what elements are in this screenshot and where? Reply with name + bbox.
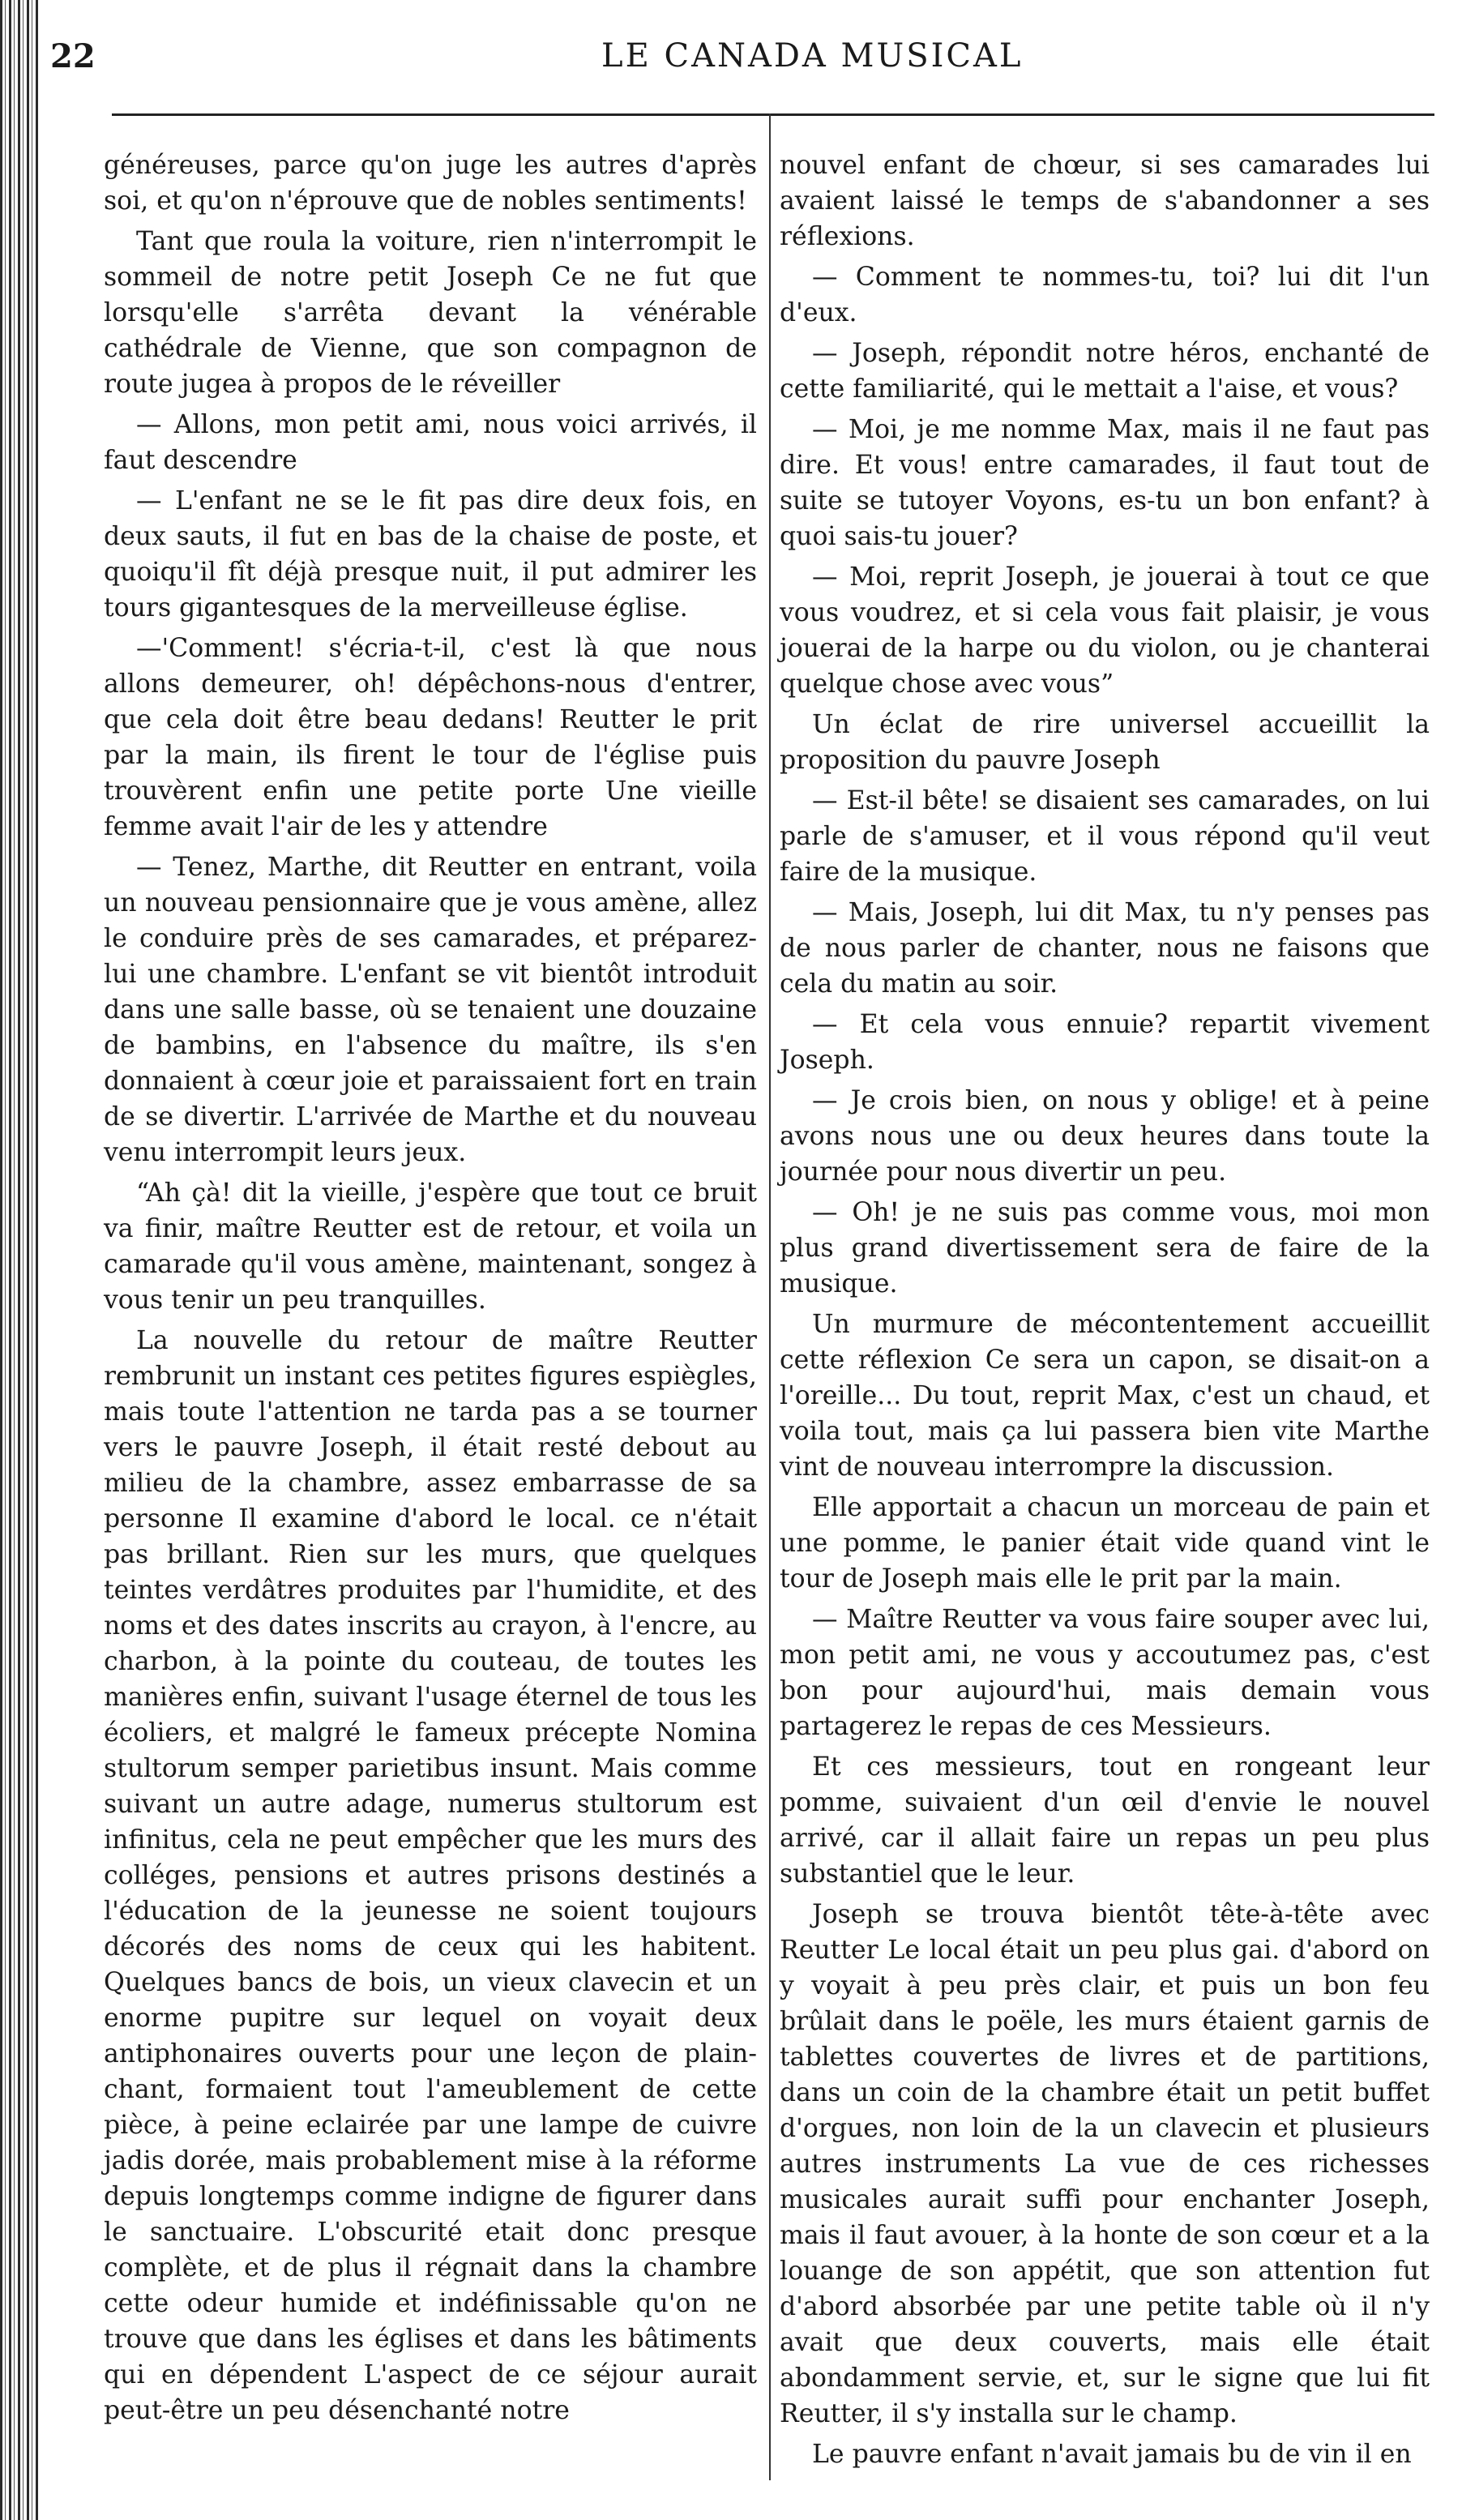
paragraph: nouvel enfant de chœur, si ses camarades lui avaient laissé le temps de s'abandonner a ses réflexions.	[780, 151, 1430, 251]
paragraph: — Mais, Joseph, lui dit Max, tu n'y penses pas de nous parler de chanter, nous ne faisons que cela du matin au soir.	[780, 898, 1430, 999]
right-column	[780, 148, 1430, 2477]
left-column	[104, 148, 757, 2433]
paragraph: généreuses, parce qu'on juge les autres d'après soi, et qu'on n'éprouve que de nobles sentiments!	[104, 151, 757, 216]
paragraph: Tant que roula la voiture, rien n'interrompit le sommeil de notre petit Joseph Ce ne fut que lorsqu'elle s'arrêta devant la vénérable cathédrale de Vienne, que son compagnon de route jugea à propos de le réveiller	[104, 227, 757, 399]
paragraph: La nouvelle du retour de maître Reutter rembrunit un instant ces petites figures espiègles, mais toute l'attention ne tarda pas a se tourner vers le pauvre Joseph, il était resté debout au milieu de la chambre, assez embarrasse de sa personne Il examine d'abord le local. ce n'était pas brillant. Rien sur les murs, que quelques teintes verdâtres produites par l'humidite, et des noms et des dates inscrits au crayon, à l'encre, au charbon, à la pointe du couteau, de toutes les manières enfin, suivant l'usage éternel de tous les écoliers, et malgré le fameux précepte Nomina stultorum semper parietibus insunt. Mais comme suivant un autre adage, numerus stultorum est infinitus, cela ne peut empêcher que les murs des colléges, pensions et autres prisons destinés a l'éducation de la jeunesse ne soient toujours décorés des noms de ceux qui les habitent. Quelques bancs de bois, un vieux clavecin et un enorme pupitre sur lequel on voyait deux antiphonaires ouverts pour une leçon de plain-chant, formaient tout l'ameublement de cette pièce, à peine eclairée par une lampe de cuivre jadis dorée, mais probablement mise à la réforme depuis longtemps comme indigne de figurer dans le sanctuaire. L'obscurité etait donc presque complète, et de plus il régnait dans la chambre cette odeur humide et indéfinissable qu'on ne trouve que dans les églises et dans les bâtiments qui en dépendent L'aspect de ce séjour aurait peut-être un peu désenchanté notre	[104, 1326, 757, 2425]
paragraph: Un éclat de rire universel accueillit la proposition du pauvre Joseph	[780, 710, 1430, 775]
column-divider	[769, 113, 771, 2480]
paragraph: “Ah çà! dit la vieille, j'espère que tout ce bruit va finir, maître Reutter est de retour, et voila un camarade qu'il vous amène, maintenant, songez à vous tenir un peu tranquilles.	[104, 1179, 757, 1315]
page-header	[50, 37, 1428, 86]
paragraph: Le pauvre enfant n'avait jamais bu de vin il en	[812, 2440, 1412, 2469]
paragraph: — Comment te nommes-tu, toi? lui dit l'un d'eux.	[780, 263, 1430, 327]
paragraph: — Allons, mon petit ami, nous voici arrivés, il faut descendre	[104, 410, 757, 475]
paragraph: — Et cela vous ennuie? repartit vivement Joseph.	[780, 1010, 1430, 1075]
paragraph: Joseph se trouva bientôt tête-à-tête avec Reutter Le local était un peu plus gai. d'abord on y voyait à peu près clair, et puis un bon feu brûlait dans le poële, les murs étaient garnis de tablettes couvertes de livres et de partitions, dans un coin de la chambre était un petit buffet d'orgues, non loin de la un clavecin et plusieurs autres instruments La vue de ces richesses musicales aurait suffi pour enchanter Joseph, mais il faut avouer, à la honte de son cœur et a la louange de son appétit, que son attention fut d'abord absorbée par une petite table où il n'y avait que deux couverts, mais elle était abondamment servie, et, sur le signe que lui fit Reutter, il s'y installa sur le champ.	[780, 1900, 1430, 2428]
paragraph: — Je crois bien, on nous y oblige! et à peine avons nous une ou deux heures dans toute la journée pour nous divertir un peu.	[780, 1086, 1430, 1187]
paragraph: — Moi, reprit Joseph, je jouerai à tout ce que vous voudrez, et si cela vous fait plaisir, je vous jouerai de la harpe ou du violon, ou je chanterai quelque chose avec vous”	[780, 563, 1430, 699]
paragraph: — Oh! je ne suis pas comme vous, moi mon plus grand divertissement sera de faire de la musique.	[780, 1198, 1430, 1299]
page-binding-edge	[0, 0, 39, 2520]
page-number: 22	[50, 37, 96, 75]
header-rule	[112, 113, 1434, 116]
running-title: LE CANADA MUSICAL	[601, 37, 1024, 75]
paragraph: Un murmure de mécontentement accueillit cette réflexion Ce sera un capon, se disait-on a l'oreille... Du tout, reprit Max, c'est un chaud, et voila tout, mais ça lui passera bien vite Marthe vint de nouveau interrompre la discussion.	[780, 1310, 1430, 1482]
paragraph: — L'enfant ne se le fit pas dire deux fois, en deux sauts, il fut en bas de la chaise de poste, et quoiqu'il fît déjà presque nuit, il put admirer les tours gigantesques de la merveilleuse église.	[104, 486, 757, 623]
paragraph: — Est-il bête! se disaient ses camarades, on lui parle de s'amuser, et il vous répond qu'il veut faire de la musique.	[780, 786, 1430, 887]
paragraph: Et ces messieurs, tout en rongeant leur pomme, suivaient d'un œil d'envie le nouvel arrivé, car il allait faire un repas un peu plus substantiel que le leur.	[780, 1752, 1430, 1889]
paragraph: — Moi, je me nomme Max, mais il ne faut pas dire. Et vous! entre camarades, il faut tout de suite se tutoyer Voyons, es-tu un bon enfant? à quoi sais-tu jouer?	[780, 415, 1430, 551]
paragraph: Elle apportait a chacun un morceau de pain et une pomme, le panier était vide quand vint le tour de Joseph mais elle le prit par la main.	[780, 1493, 1430, 1594]
paragraph: — Tenez, Marthe, dit Reutter en entrant, voila un nouveau pensionnaire que je vous amène, allez le conduire près de ses camarades, et préparez-lui une chambre. L'enfant se vit bientôt introduit dans une salle basse, où se tenaient une douzaine de bambins, en l'absence du maître, ils s'en donnaient à cœur joie et paraissaient fort en train de se divertir. L'arrivée de Marthe et du nouveau venu interrompit leurs jeux.	[104, 853, 757, 1167]
paragraph: —'Comment! s'écria-t-il, c'est là que nous allons demeurer, oh! dépêchons-nous d'entrer, que cela doit être beau dedans! Reutter le prit par la main, ils firent le tour de l'église puis trouvèrent enfin une petite porte Une vieille femme avait l'air de les y attendre	[104, 634, 757, 841]
paragraph: — Maître Reutter va vous faire souper avec lui, mon petit ami, ne vous y accoutumez pas, c'est bon pour aujourd'hui, mais demain vous partagerez le repas de ces Messieurs.	[780, 1605, 1430, 1741]
paragraph: — Joseph, répondit notre héros, enchanté de cette familiarité, qui le mettait a l'aise, et vous?	[780, 339, 1430, 404]
